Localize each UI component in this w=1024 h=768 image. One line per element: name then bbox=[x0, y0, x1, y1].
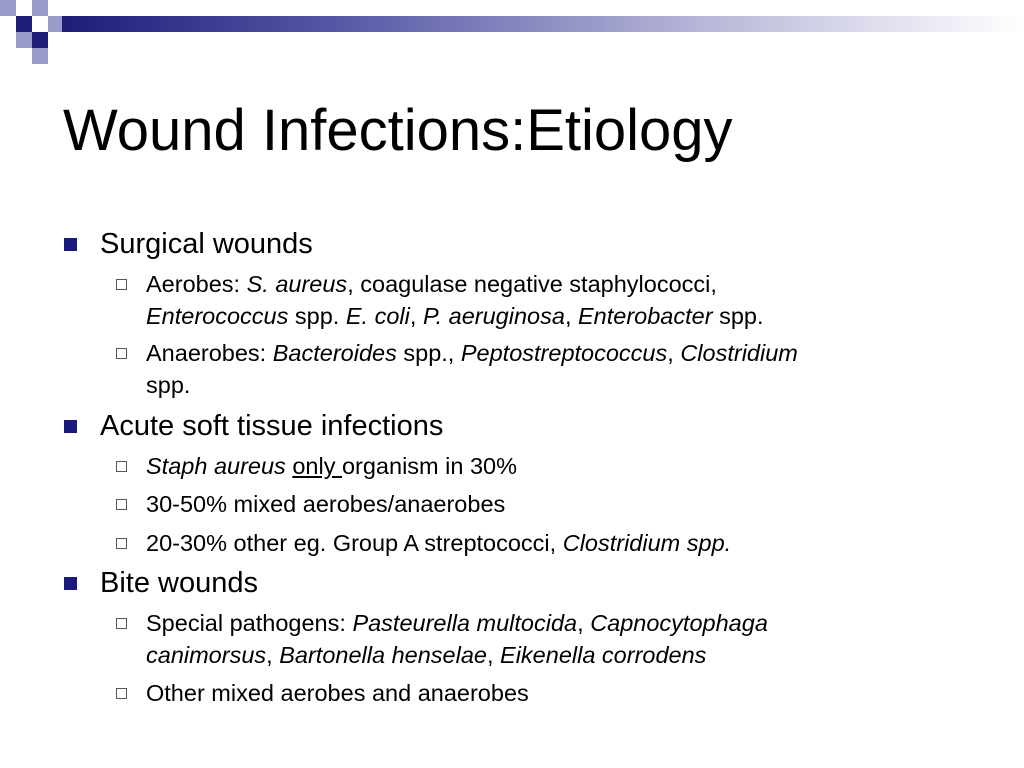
bullet-heading: Surgical wounds bbox=[100, 228, 313, 260]
hollow-square-bullet-icon bbox=[116, 348, 127, 359]
text-run: Special pathogens: bbox=[146, 610, 353, 636]
text-run: Capnocytophaga bbox=[590, 610, 768, 636]
sub-bullet-line bbox=[146, 369, 798, 401]
text-run: Aerobes: bbox=[146, 271, 247, 297]
text-run: Staph aureus bbox=[146, 453, 286, 479]
bullet-heading: Bite wounds bbox=[100, 567, 258, 599]
text-run: P. aeruginosa bbox=[422, 303, 565, 329]
sub-bullet-line bbox=[146, 450, 517, 482]
text-run: , bbox=[667, 340, 681, 366]
text-run: spp. bbox=[146, 372, 191, 398]
text-run: , coagulase negative staphylococci, bbox=[347, 271, 717, 297]
hollow-square-bullet-icon bbox=[116, 688, 127, 699]
slide-title: Wound Infections:Etiology bbox=[63, 98, 733, 163]
text-run: , bbox=[409, 303, 423, 329]
header-decoration bbox=[0, 0, 1024, 64]
text-run: Clostridium spp. bbox=[562, 530, 732, 556]
square-bullet-icon bbox=[64, 238, 77, 251]
text-run: spp. bbox=[712, 303, 764, 329]
text-run: Bacteroides bbox=[272, 340, 397, 366]
sub-bullet-line bbox=[146, 300, 764, 332]
header-gradient-bar bbox=[62, 16, 1024, 32]
text-run: S. aureus bbox=[246, 271, 348, 297]
hollow-square-bullet-icon bbox=[116, 461, 127, 472]
text-run: , bbox=[266, 642, 280, 668]
hollow-square-bullet-icon bbox=[116, 279, 127, 290]
text-run: 30-50% mixed aerobes/anaerobes bbox=[146, 491, 506, 517]
sub-bullet-item bbox=[146, 488, 505, 520]
square-bullet-icon bbox=[64, 577, 77, 590]
sub-bullet-line bbox=[146, 527, 731, 559]
text-run: Peptostreptococcus bbox=[460, 340, 668, 366]
square-bullet-icon bbox=[64, 420, 77, 433]
text-run: Pasteurella multocida bbox=[352, 610, 578, 636]
text-run: organism in 30% bbox=[341, 453, 518, 479]
sub-bullet-item bbox=[146, 527, 731, 559]
text-run: Eikenella corrodens bbox=[500, 642, 707, 668]
text-run: Anaerobes: bbox=[146, 340, 273, 366]
sub-bullet-line bbox=[146, 488, 505, 520]
text-run: Clostridium bbox=[680, 340, 798, 366]
sub-bullet-item bbox=[146, 337, 798, 401]
sub-bullet-line bbox=[146, 268, 764, 300]
sub-bullet-line bbox=[146, 337, 798, 369]
corner-squares-logo bbox=[0, 0, 80, 64]
text-run: E. coli bbox=[345, 303, 410, 329]
text-run: canimorsus bbox=[146, 642, 267, 668]
hollow-square-bullet-icon bbox=[116, 618, 127, 629]
text-run: Enterococcus bbox=[146, 303, 289, 329]
sub-bullet-line bbox=[146, 639, 768, 671]
sub-bullet-item bbox=[146, 450, 517, 482]
text-run: Enterobacter bbox=[578, 303, 713, 329]
sub-bullet-line bbox=[146, 607, 768, 639]
text-run: 20-30% other eg. Group A streptococci, bbox=[146, 530, 563, 556]
hollow-square-bullet-icon bbox=[116, 499, 127, 510]
sub-bullet-item bbox=[146, 268, 764, 332]
text-run: , bbox=[486, 642, 501, 668]
text-run: Other mixed aerobes and anaerobes bbox=[146, 680, 529, 706]
text-run: only bbox=[292, 453, 342, 479]
sub-bullet-item bbox=[146, 677, 529, 709]
sub-bullet-line bbox=[146, 677, 529, 709]
bullet-heading: Acute soft tissue infections bbox=[100, 410, 444, 442]
sub-bullet-item bbox=[146, 607, 768, 671]
text-run: , bbox=[577, 610, 591, 636]
text-run: Bartonella henselae bbox=[279, 642, 487, 668]
text-run: , bbox=[564, 303, 578, 329]
text-run: spp., bbox=[396, 340, 461, 366]
text-run: spp. bbox=[288, 303, 346, 329]
hollow-square-bullet-icon bbox=[116, 538, 127, 549]
